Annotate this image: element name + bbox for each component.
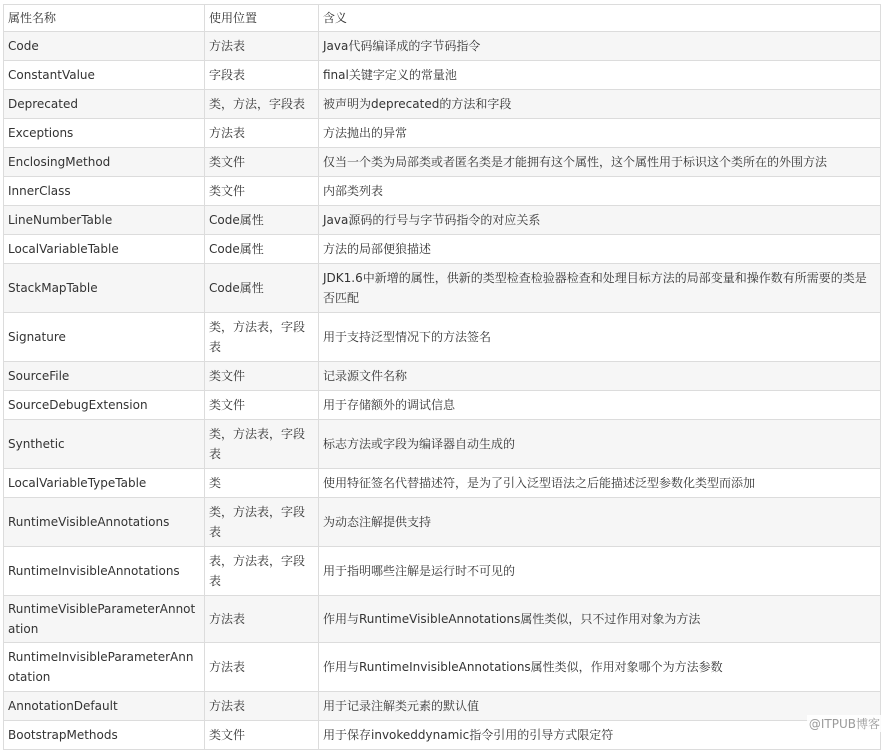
cell-attribute-name: RuntimeInvisibleParameterAnnotation (4, 643, 205, 692)
table-row (4, 362, 881, 391)
cell-attribute-name: InnerClass (4, 177, 205, 206)
cell-location: 类，方法表，字段表 (205, 313, 319, 362)
cell-location: Code属性 (205, 264, 319, 313)
cell-location: 类文件 (205, 148, 319, 177)
attribute-table (3, 4, 881, 750)
table-row (4, 391, 881, 420)
table-row (4, 61, 881, 90)
cell-meaning: 用于保存invokeddynamic指令引用的引导方式限定符 (319, 721, 881, 750)
cell-meaning: 作用与RuntimeInvisibleAnnotations属性类似，作用对象哪个为方法参数 (319, 643, 881, 692)
table-row (4, 90, 881, 119)
cell-location: 类文件 (205, 177, 319, 206)
table-row (4, 420, 881, 469)
cell-meaning: 用于存储额外的调试信息 (319, 391, 881, 420)
cell-attribute-name: RuntimeVisibleAnnotations (4, 498, 205, 547)
cell-location: 方法表 (205, 32, 319, 61)
cell-meaning: JDK1.6中新增的属性，供新的类型检查检验器检查和处理目标方法的局部变量和操作数有所需要的类是否匹配 (319, 264, 881, 313)
cell-attribute-name: Signature (4, 313, 205, 362)
cell-meaning: final关键字定义的常量池 (319, 61, 881, 90)
cell-attribute-name: Exceptions (4, 119, 205, 148)
cell-attribute-name: Deprecated (4, 90, 205, 119)
cell-location: 类，方法，字段表 (205, 90, 319, 119)
cell-attribute-name: Code (4, 32, 205, 61)
cell-meaning: 内部类列表 (319, 177, 881, 206)
cell-location: 类文件 (205, 362, 319, 391)
cell-attribute-name: AnnotationDefault (4, 692, 205, 721)
cell-meaning: Java源码的行号与字节码指令的对应关系 (319, 206, 881, 235)
cell-attribute-name: SourceFile (4, 362, 205, 391)
cell-meaning: Java代码编译成的字节码指令 (319, 32, 881, 61)
table-row (4, 177, 881, 206)
cell-meaning: 方法的局部便狼描述 (319, 235, 881, 264)
table-row (4, 498, 881, 547)
table-body (4, 5, 881, 750)
cell-location: 方法表 (205, 692, 319, 721)
cell-location: Code属性 (205, 206, 319, 235)
header-name: 属性名称 (4, 5, 205, 32)
cell-meaning: 作用与RuntimeVisibleAnnotations属性类似，只不过作用对象为方法 (319, 596, 881, 643)
cell-meaning: 用于记录注解类元素的默认值 (319, 692, 881, 721)
table-row (4, 32, 881, 61)
cell-meaning: 方法抛出的异常 (319, 119, 881, 148)
cell-meaning: 仅当一个类为局部类或者匿名类是才能拥有这个属性，这个属性用于标识这个类所在的外围方法 (319, 148, 881, 177)
table-header-row (4, 5, 881, 32)
table-row (4, 235, 881, 264)
cell-location: 类，方法表，字段表 (205, 420, 319, 469)
header-meaning: 含义 (319, 5, 881, 32)
cell-attribute-name: LocalVariableTable (4, 235, 205, 264)
table-row (4, 721, 881, 750)
table-row (4, 643, 881, 692)
table-row (4, 469, 881, 498)
cell-location: Code属性 (205, 235, 319, 264)
cell-meaning: 用于支持泛型情况下的方法签名 (319, 313, 881, 362)
table-row (4, 264, 881, 313)
cell-meaning: 为动态注解提供支持 (319, 498, 881, 547)
table-row (4, 119, 881, 148)
cell-attribute-name: EnclosingMethod (4, 148, 205, 177)
cell-location: 类文件 (205, 721, 319, 750)
cell-attribute-name: RuntimeVisibleParameterAnnotation (4, 596, 205, 643)
table-row (4, 206, 881, 235)
cell-location: 字段表 (205, 61, 319, 90)
cell-meaning: 记录源文件名称 (319, 362, 881, 391)
cell-attribute-name: LineNumberTable (4, 206, 205, 235)
cell-location: 方法表 (205, 643, 319, 692)
cell-location: 表，方法表，字段表 (205, 547, 319, 596)
cell-attribute-name: SourceDebugExtension (4, 391, 205, 420)
table-row (4, 547, 881, 596)
table-row (4, 313, 881, 362)
cell-attribute-name: RuntimeInvisibleAnnotations (4, 547, 205, 596)
cell-attribute-name: LocalVariableTypeTable (4, 469, 205, 498)
cell-meaning: 使用特征签名代替描述符，是为了引入泛型语法之后能描述泛型参数化类型而添加 (319, 469, 881, 498)
cell-meaning: 用于指明哪些注解是运行时不可见的 (319, 547, 881, 596)
table-row (4, 596, 881, 643)
header-location: 使用位置 (205, 5, 319, 32)
cell-meaning: 被声明为deprecated的方法和字段 (319, 90, 881, 119)
cell-attribute-name: StackMapTable (4, 264, 205, 313)
cell-location: 类，方法表，字段表 (205, 498, 319, 547)
table-row (4, 692, 881, 721)
cell-location: 方法表 (205, 596, 319, 643)
cell-location: 类 (205, 469, 319, 498)
cell-location: 方法表 (205, 119, 319, 148)
cell-meaning: 标志方法或字段为编译器自动生成的 (319, 420, 881, 469)
cell-location: 类文件 (205, 391, 319, 420)
watermark: @ITPUB博客 (808, 717, 880, 731)
cell-attribute-name: Synthetic (4, 420, 205, 469)
table-row (4, 148, 881, 177)
cell-attribute-name: BootstrapMethods (4, 721, 205, 750)
cell-attribute-name: ConstantValue (4, 61, 205, 90)
